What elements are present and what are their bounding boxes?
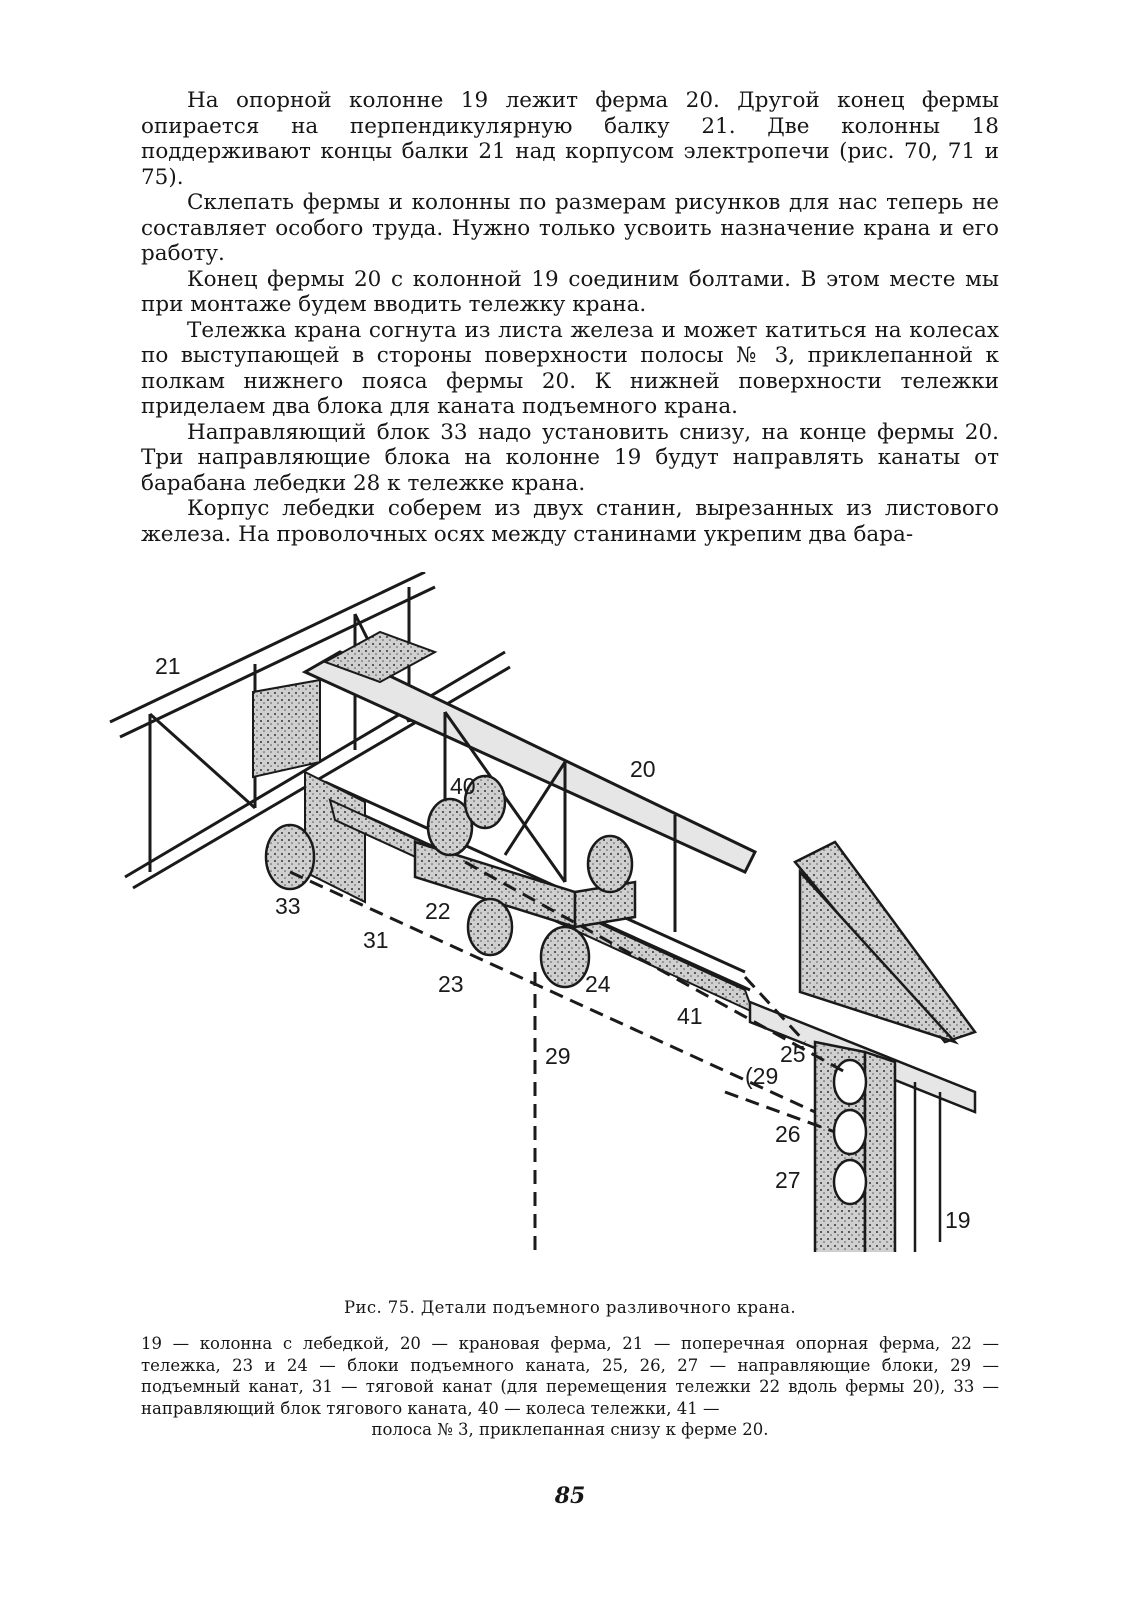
body-text	[141, 88, 999, 547]
label-25: 25	[780, 1041, 806, 1067]
figure-legend	[141, 1333, 999, 1441]
figure-legend-last: полоса № 3, приклепанная снизу к ферме 20.	[371, 1420, 769, 1439]
label-24: 24	[585, 971, 611, 997]
label-27: 27	[775, 1167, 801, 1193]
label-29: 29	[545, 1043, 571, 1069]
paragraph-3: Конец фермы 20 с колонной 19 соединим болтами. В этом месте мы при монтаже будем вводить тележку крана.	[141, 266, 999, 317]
paragraph-5: Направляющий блок 33 надо установить снизу, на конце фермы 20. Три направляющие блока на колонне 19 будут направлять канаты от барабана лебедки 28 к тележке крана.	[141, 419, 999, 496]
label-29-paren: (29	[745, 1063, 779, 1089]
label-22: 22	[425, 898, 451, 924]
label-19: 19	[945, 1207, 971, 1233]
paragraph-6: Корпус лебедки соберем из двух станин, вырезанных из листового железа. На проволочных осях между станинами укрепим два бара-	[141, 496, 999, 547]
label-33: 33	[275, 893, 301, 919]
paragraph-1: На опорной колонне 19 лежит ферма 20. Другой конец фермы опирается на перпендикулярную балку 21. Две колонны 18 поддерживают концы балки 21 над корпусом электропечи (рис. 70, 71 и 75).	[141, 88, 999, 190]
label-20: 20	[630, 756, 656, 782]
label-41: 41	[677, 1003, 703, 1029]
paragraph-2: Склепать фермы и колонны по размерам рисунков для нас теперь не составляет особого труда. Нужно только усвоить назначение крана и его работу.	[141, 190, 999, 266]
figure-caption-title: Рис. 75. Детали подъемного разливочного крана.	[343, 1298, 797, 1317]
label-40: 40	[450, 773, 476, 799]
label-21: 21	[155, 653, 181, 679]
crane-drawing	[105, 572, 1025, 1252]
page-number: 85	[554, 1483, 586, 1509]
figure-legend-main: 19 — колонна с лебедкой, 20 — крановая ферма, 21 — поперечная опорная ферма, 22 — тележка, 23 и 24 — блоки подъемного каната, 25, 26, 27 — направляющие блоки, 29 — подъемный канат, 31 — тяговой канат (для перемещения тележки 22 вдоль фермы 20), 33 — направляющий блок тягового каната, 40 — колеса тележки, 41 —	[141, 1334, 999, 1418]
crane-truss	[253, 632, 755, 1012]
label-26: 26	[775, 1121, 801, 1147]
paragraph-4: Тележка крана согнута из листа железа и может катиться на колесах по выступающей в стороны поверхности полосы № 3, приклепанной к полкам нижнего пояса фермы 20. К нижней поверхности тележки приделаем два блока для каната подъемного крана.	[141, 317, 999, 419]
crane-figure	[105, 572, 1025, 1252]
label-23: 23	[438, 971, 464, 997]
label-31: 31	[363, 927, 389, 953]
